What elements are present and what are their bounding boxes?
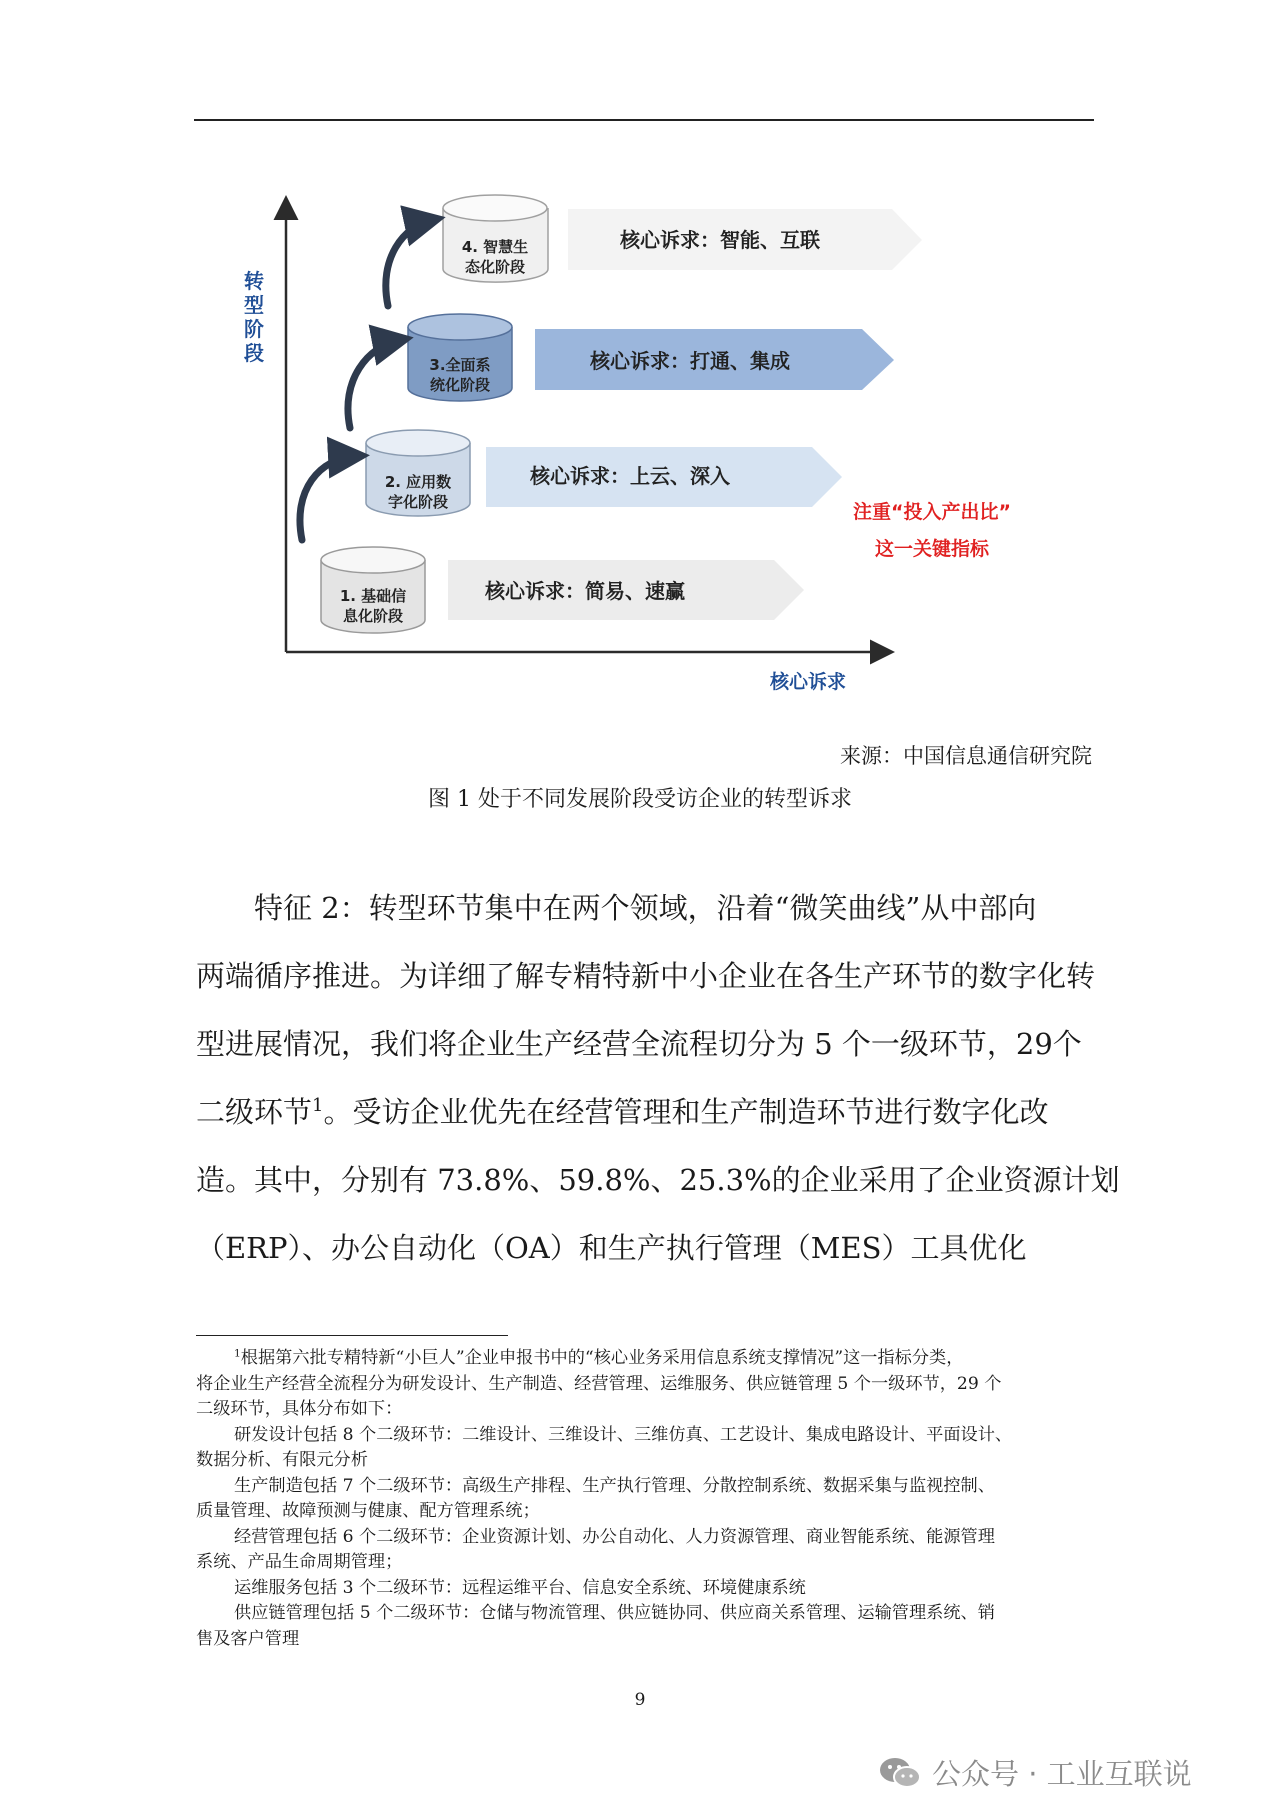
- paragraph-line: （ERP）、办公自动化（OA）和生产执行管理（MES）工具优化: [196, 1231, 1027, 1265]
- stage-3-name: 统化阶段: [429, 376, 491, 394]
- paragraph-line: 造。其中，分别有 73.8%、59.8%、25.3%的企业采用了企业资源计划: [196, 1163, 1120, 1197]
- x-axis-label: 核心诉求: [769, 671, 847, 693]
- footnote-line: 供应链管理包括 5 个二级环节：仓储与物流管理、供应链协同、供应商关系管理、运输管理系统、销: [234, 1603, 995, 1623]
- footnote-rule: [196, 1335, 508, 1336]
- paragraph-line: [196, 1078, 1096, 1146]
- footnote-line: 二级环节，具体分布如下：: [196, 1399, 403, 1419]
- paragraph-line: 特征 2：转型环节集中在两个领域，沿着“微笑曲线”从中部向: [254, 891, 1037, 925]
- y-axis-label-char: 型: [244, 293, 264, 317]
- wechat-icon: [878, 1755, 922, 1791]
- stage-2-name: 字化阶段: [387, 493, 449, 511]
- watermark-text: 公众号 · 工业互联说: [932, 1757, 1192, 1791]
- paragraph-line: 两端循序推进。为详细了解专精特新中小企业在各生产环节的数字化转: [196, 959, 1096, 993]
- y-axis-label: [243, 269, 264, 365]
- footnote-marker: 1: [234, 1346, 241, 1360]
- footnote-line: 生产制造包括 7 个二级环节：高级生产排程、生产执行管理、分散控制系统、数据采集与监视控制、: [234, 1475, 995, 1496]
- figure-source: 来源：中国信息通信研究院: [840, 744, 1092, 768]
- stage-1-name: 1. 基础信: [339, 587, 407, 605]
- stage-1-demand: 核心诉求：简易、速赢: [485, 579, 685, 603]
- footnote-line: 系统、产品生命周期管理；: [196, 1552, 403, 1572]
- footnote: [196, 1346, 1096, 1652]
- curved-arrow-icon: [348, 340, 400, 428]
- stage-3-name: 3.全面系: [429, 356, 491, 374]
- note-line-2: 这一关键指标: [874, 538, 990, 560]
- y-axis-label-char: 段: [244, 341, 264, 365]
- footnote-line: 售及客户管理: [196, 1628, 300, 1649]
- paragraph-text: 。受访企业优先在经营管理和生产制造环节进行数字化改: [323, 1095, 1049, 1129]
- footnote-line: 运维服务包括 3 个二级环节：远程运维平台、信息安全系统、环境健康系统: [234, 1577, 806, 1598]
- stage-3-demand: 核心诉求：打通、集成: [590, 349, 790, 373]
- paragraph-line: 型进展情况，我们将企业生产经营全流程切分为 5 个一级环节，29个: [196, 1027, 1082, 1061]
- transformation-stage-figure: [0, 0, 1280, 760]
- y-axis-label-char: 阶: [244, 317, 264, 341]
- stage-4: [443, 195, 922, 282]
- footnote-ref: 1: [312, 1095, 324, 1117]
- stage-1: [321, 547, 804, 633]
- footnote-line: 研发设计包括 8 个二级环节：二维设计、三维设计、三维仿真、工艺设计、集成电路设计、平面设计、: [234, 1424, 1013, 1445]
- curved-arrow-icon: [386, 220, 432, 306]
- footnote-line: [196, 1346, 1096, 1372]
- footnote-line: 将企业生产经营全流程分为研发设计、生产制造、经营管理、运维服务、供应链管理 5 个一级环节，29 个: [196, 1373, 1002, 1394]
- stage-3: [408, 314, 894, 401]
- stage-2-name: 2. 应用数: [384, 473, 452, 491]
- stage-4-demand: 核心诉求：智能、互联: [620, 228, 820, 252]
- body-paragraph: [196, 874, 1120, 1282]
- y-axis-label-char: 转: [244, 269, 264, 293]
- watermark: [878, 1752, 1192, 1793]
- stage-2-demand: 核心诉求：上云、深入: [530, 464, 730, 488]
- stage-4-name: 态化阶段: [464, 258, 526, 276]
- footnote-line: 经营管理包括 6 个二级环节：企业资源计划、办公自动化、人力资源管理、商业智能系统、能源管理: [234, 1526, 995, 1547]
- stage-1-name: 息化阶段: [342, 607, 404, 625]
- stage-4-name: 4. 智慧生: [461, 238, 529, 256]
- paragraph-text: 二级环节: [196, 1095, 313, 1129]
- footnote-text: 根据第六批专精特新“小巨人”企业申报书中的“核心业务采用信息系统支撑情况”这一指标分类，: [240, 1348, 964, 1368]
- footnote-line: 质量管理、故障预测与健康、配方管理系统；: [196, 1501, 540, 1521]
- stage-2: [366, 430, 842, 516]
- page-number: 9: [634, 1690, 646, 1710]
- curved-arrow-icon: [300, 456, 356, 540]
- footnote-line: 数据分析、有限元分析: [196, 1450, 368, 1470]
- figure-caption: 图 1 处于不同发展阶段受访企业的转型诉求: [428, 787, 852, 812]
- note-line-1: 注重“投入产出比”: [853, 501, 1011, 523]
